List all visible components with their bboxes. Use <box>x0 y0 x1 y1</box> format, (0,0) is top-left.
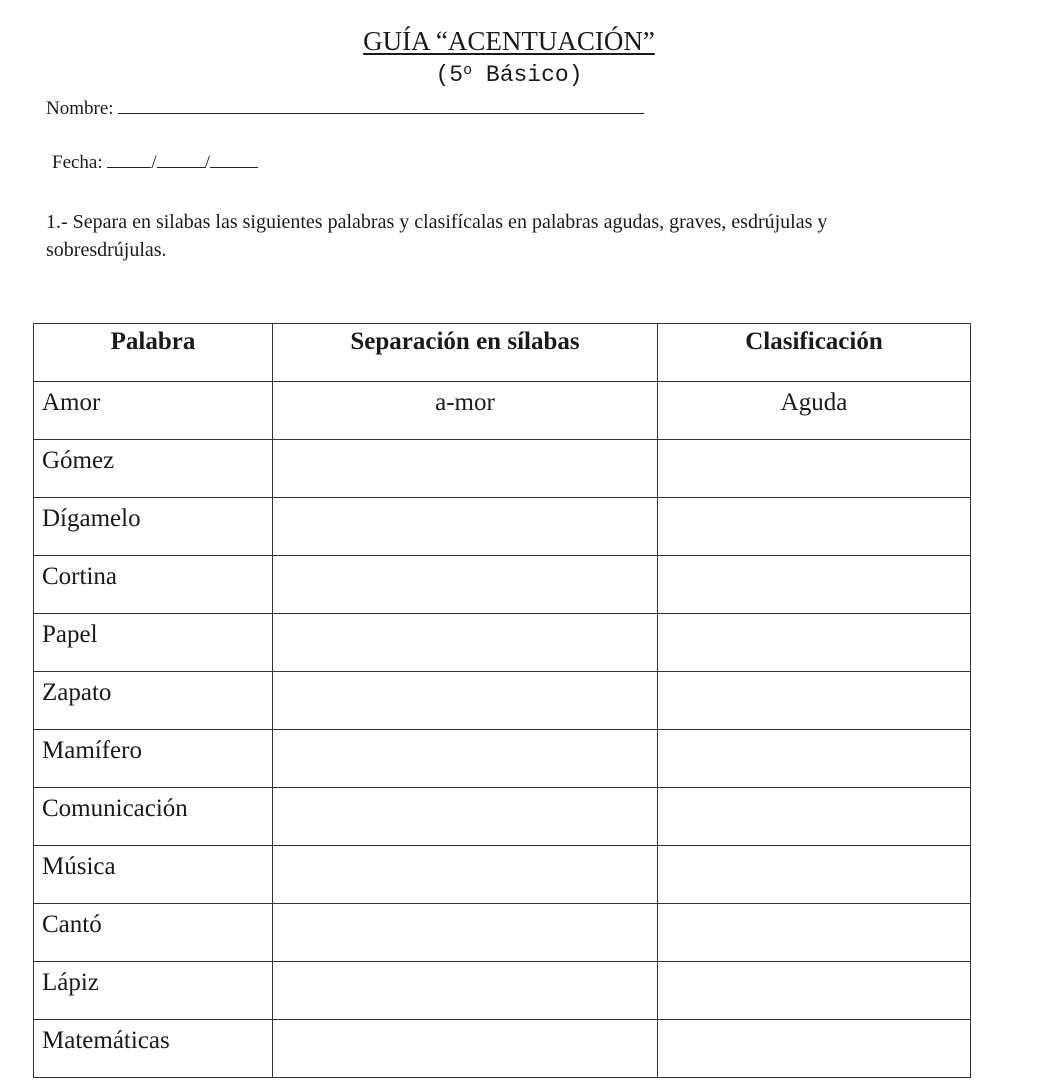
separation-cell[interactable] <box>273 962 658 1020</box>
header-separacion: Separación en sílabas <box>273 324 658 382</box>
subtitle-prefix: (5 <box>435 62 464 88</box>
separation-cell[interactable] <box>273 556 658 614</box>
fecha-field <box>52 152 258 174</box>
separation-cell[interactable]: a-mor <box>273 382 658 440</box>
separation-cell[interactable] <box>273 730 658 788</box>
separation-cell[interactable] <box>273 1020 658 1078</box>
classification-cell[interactable] <box>658 730 971 788</box>
fecha-year-blank[interactable] <box>210 166 258 168</box>
table-row <box>34 382 971 440</box>
classification-cell[interactable] <box>658 962 971 1020</box>
nombre-label: Nombre: <box>46 98 114 119</box>
instruction-text: 1.- Separa en silabas las siguientes palabras y clasifícalas en palabras agudas, graves, esdrújulas y sobresdrújulas. <box>46 211 828 261</box>
classification-cell[interactable] <box>658 556 971 614</box>
nombre-blank[interactable] <box>118 112 644 114</box>
fecha-separator-2: / <box>204 152 210 173</box>
separation-cell[interactable] <box>273 904 658 962</box>
word-cell: Amor <box>34 382 273 440</box>
table-row <box>34 846 971 904</box>
word-cell: Mamífero <box>34 730 273 788</box>
classification-cell[interactable] <box>658 614 971 672</box>
table-row <box>34 556 971 614</box>
classification-cell[interactable] <box>658 788 971 846</box>
table-row <box>34 440 971 498</box>
separation-cell[interactable] <box>273 672 658 730</box>
table-row <box>34 962 971 1020</box>
word-cell: Comunicación <box>34 788 273 846</box>
separation-cell[interactable] <box>273 846 658 904</box>
table-row <box>34 788 971 846</box>
subtitle-degree: o <box>463 62 473 79</box>
separation-cell[interactable] <box>273 498 658 556</box>
table-row <box>34 730 971 788</box>
separation-cell[interactable] <box>273 614 658 672</box>
word-cell: Matemáticas <box>34 1020 273 1078</box>
separation-cell[interactable] <box>273 788 658 846</box>
table-row <box>34 1020 971 1078</box>
table-row <box>34 498 971 556</box>
word-cell: Cortina <box>34 556 273 614</box>
classification-cell[interactable] <box>658 672 971 730</box>
classification-cell[interactable] <box>658 904 971 962</box>
nombre-field <box>46 98 644 120</box>
separation-cell[interactable] <box>273 440 658 498</box>
fecha-label: Fecha: <box>52 152 103 173</box>
table-row <box>34 614 971 672</box>
fecha-day-blank[interactable] <box>107 166 151 168</box>
table-header-row <box>34 324 971 382</box>
word-cell: Zapato <box>34 672 273 730</box>
word-cell: Dígamelo <box>34 498 273 556</box>
table-row <box>34 904 971 962</box>
syllable-table <box>33 323 971 1078</box>
header-palabra: Palabra <box>34 324 273 382</box>
classification-cell[interactable]: Aguda <box>658 382 971 440</box>
page-title <box>0 26 1028 57</box>
word-cell: Gómez <box>34 440 273 498</box>
classification-cell[interactable] <box>658 498 971 556</box>
table-row <box>34 672 971 730</box>
word-cell: Papel <box>34 614 273 672</box>
word-cell: Música <box>34 846 273 904</box>
subtitle-suffix: Básico) <box>472 62 583 88</box>
title-text: GUÍA “ACENTUACIÓN” <box>363 26 655 56</box>
classification-cell[interactable] <box>658 1020 971 1078</box>
classification-cell[interactable] <box>658 846 971 904</box>
fecha-month-blank[interactable] <box>157 166 205 168</box>
classification-cell[interactable] <box>658 440 971 498</box>
table-body <box>34 382 971 1078</box>
page-subtitle <box>0 62 1028 88</box>
word-cell: Cantó <box>34 904 273 962</box>
fecha-separator-1: / <box>151 152 157 173</box>
header-clasificacion: Clasificación <box>658 324 971 382</box>
word-cell: Lápiz <box>34 962 273 1020</box>
